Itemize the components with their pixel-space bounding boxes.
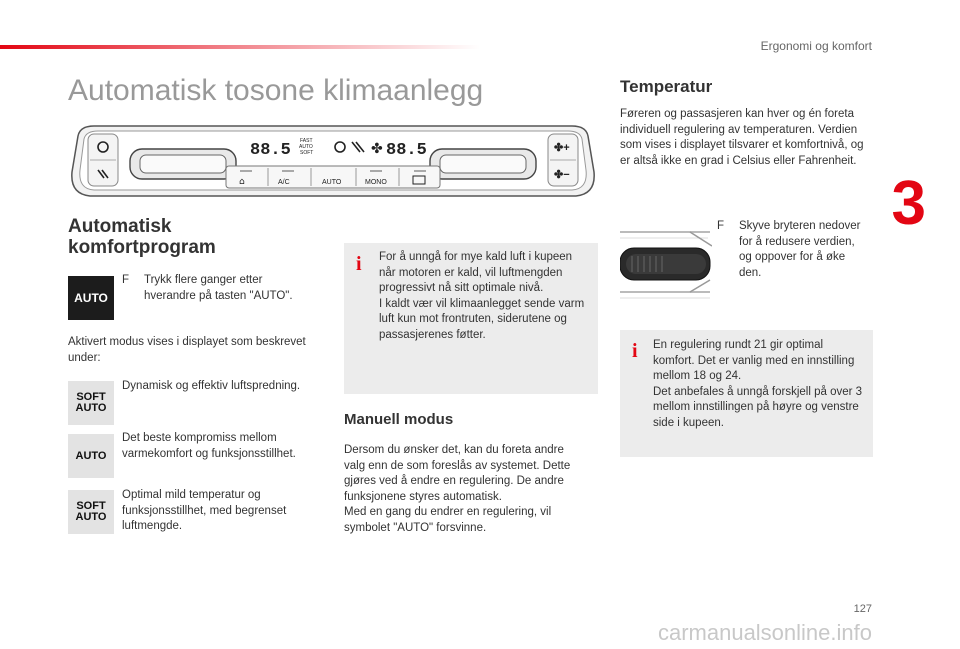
mode-fast: FAST (300, 138, 313, 144)
right-temp-display: 88.5 (386, 141, 427, 160)
mode-description: Dynamisk og effektiv luftspredning. (122, 380, 301, 392)
tile-line2: AUTO (75, 449, 107, 462)
svg-text:✤+: ✤+ (554, 142, 570, 154)
info-icon: i (356, 253, 362, 275)
bullet-mark: F (717, 220, 725, 232)
mode-soft: SOFT (300, 150, 314, 156)
left-temp-display: 88.5 (250, 141, 291, 160)
manual-section-title: Manuell modus (344, 411, 454, 428)
soft-auto-tile (68, 381, 114, 425)
temperature-slider-illustration (620, 228, 712, 302)
mode-auto: AUTO (299, 144, 313, 150)
page-title: Automatisk tosone klimaanlegg (68, 74, 484, 107)
svg-text:✤−: ✤− (554, 169, 570, 181)
fan-decrease-icon (554, 169, 570, 181)
temperature-text: Føreren og passasjeren kan hver og én foreta individuell regulering av temperaturen. Verdien som vises i displayet tilsvarer et komfortnivå, og er altså ikke en grad i Celsius eller Fahrenheit. (620, 108, 864, 167)
tile-line1: SOFT (76, 500, 106, 512)
fan-icon (371, 141, 383, 157)
fan-increase-icon (554, 142, 570, 154)
mode-description: Det beste kompromiss mellom varmekomfort og funksjonsstillhet. (122, 432, 296, 460)
temperature-bullet-text: Skyve bryteren nedover for å redusere verdien, og oppover for å øke den. (739, 220, 861, 279)
auto-button (322, 179, 342, 186)
svg-text:⌂: ⌂ (239, 177, 245, 187)
watermark: carmanualsonline.info (657, 620, 872, 645)
svg-text:✤: ✤ (371, 141, 383, 157)
svg-text:MONO: MONO (365, 179, 387, 186)
info-text: En regulering rundt 21 gir optimal komfort. Det er vanlig med en innstilling mellom 18 og 24. Det anbefales å unngå forskjell på over 3 mellom innstillingen på høyre og venstre side i kupeen. (653, 339, 863, 429)
bullet-mark: F (122, 274, 130, 286)
auto-title-line2: komfortprogram (68, 237, 216, 258)
info-box-temperature (620, 330, 873, 457)
chapter-number: 3 (891, 169, 926, 238)
climate-panel-illustration (68, 122, 598, 204)
mode-description: Optimal mild temperatur og funksjonsstillhet, med begrenset luftmengde. (122, 489, 287, 532)
auto-bullet-text: Trykk flere ganger etter hverandre på tasten "AUTO". (144, 274, 293, 302)
section-header: Ergonomi og komfort (760, 39, 872, 53)
info-icon: i (632, 340, 638, 362)
soft-auto-tile (68, 490, 114, 534)
auto-title-line1: Automatisk (68, 216, 172, 237)
auto-section-title (68, 216, 216, 258)
tile-line2: AUTO (75, 402, 107, 414)
tile-line2: AUTO (75, 511, 107, 523)
temperature-title: Temperatur (620, 77, 713, 96)
info-box-cold-air (344, 243, 598, 394)
page-number: 127 (853, 603, 872, 615)
header-accent-bar (0, 45, 480, 49)
tile-line1: SOFT (76, 391, 106, 403)
auto-key-tile (68, 276, 114, 320)
auto-tile (68, 434, 114, 478)
info-text: For å unngå for mye kald luft i kupeen når motoren er kald, vil luftmengden progressivt nå sitt optimale nivå. I kaldt vær vil klimaanlegget sende varm luft kun mot frontruten, siderutene og passasjerenes føtter. (379, 251, 585, 341)
auto-intro-text: Aktivert modus vises i displayet som beskrevet under: (68, 336, 306, 364)
svg-text:AUTO: AUTO (322, 179, 342, 186)
manual-text: Dersom du ønsker det, kan du foreta andre valg enn de som foreslås av systemet. Dette gjøres ved å endre en regulering. De andre funksjonene styres automatisk. Med en gang du endrer en regulering, vil symbolet "AUTO" forsvinne. (344, 444, 571, 534)
svg-text:A/C: A/C (278, 179, 290, 186)
auto-key-label: AUTO (74, 291, 108, 305)
